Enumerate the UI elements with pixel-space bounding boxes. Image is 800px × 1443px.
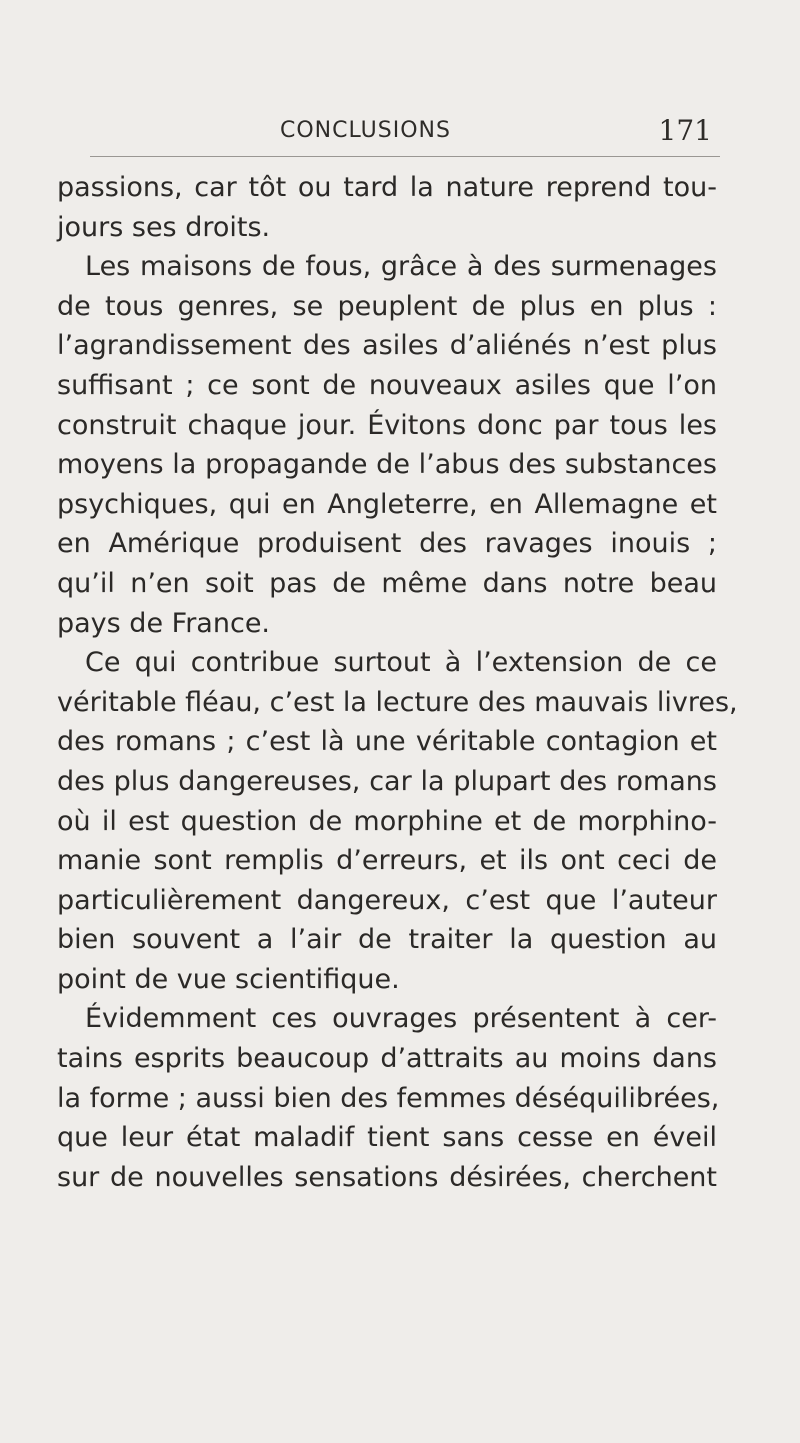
text-line: sur de nouvelles sensations désirées, cherchent	[57, 1161, 717, 1193]
text-line: la forme ; aussi bien des femmes déséquilibrées,	[57, 1082, 720, 1114]
text-line: des plus dangereuses, car la plupart des romans	[57, 765, 717, 797]
text-line: qu’il n’en soit pas de même dans notre beau	[57, 567, 717, 599]
text-line: Ce qui contribue surtout à l’extension de ce	[85, 647, 717, 679]
text-line: manie sont remplis d’erreurs, et ils ont ceci de	[57, 845, 717, 877]
page-number: 171	[658, 114, 712, 147]
page-header	[60, 114, 720, 158]
text-line: psychiques, qui en Angleterre, en Allemagne et	[57, 488, 717, 520]
body-text	[57, 168, 738, 1197]
text-line: Les maisons de fous, grâce à des surmenages	[85, 251, 717, 283]
text-line: particulièrement dangereux, c’est que l’auteur	[57, 884, 717, 916]
text-line: que leur état maladif tient sans cesse en éveil	[57, 1122, 717, 1154]
running-head: CONCLUSIONS	[280, 118, 451, 143]
text-line: pays de France.	[57, 607, 271, 639]
text-line: point de vue scientifique.	[57, 963, 400, 995]
text-line: bien souvent a l’air de traiter la question au	[57, 924, 717, 956]
text-line: de tous genres, se peuplent de plus en plus :	[57, 290, 717, 322]
text-line: tains esprits beaucoup d’attraits au moins dans	[57, 1043, 717, 1075]
header-rule	[90, 156, 720, 157]
text-line: suffisant ; ce sont de nouveaux asiles que l’on	[57, 369, 717, 401]
text-line: véritable fléau, c’est la lecture des mauvais livres,	[57, 686, 738, 718]
text-line: où il est question de morphine et de morphino-	[57, 805, 717, 837]
text-line: l’agrandissement des asiles d’aliénés n’est plus	[57, 330, 717, 362]
text-line: en Amérique produisent des ravages inouis ;	[57, 528, 717, 560]
text-line: des romans ; c’est là une véritable contagion et	[57, 726, 717, 758]
text-line: passions, car tôt ou tard la nature reprend tou-	[57, 172, 717, 203]
text-line: moyens la propagande de l’abus des substances	[57, 449, 717, 481]
text-line: jours ses droits.	[57, 211, 271, 243]
text-line: construit chaque jour. Évitons donc par tous les	[57, 409, 717, 441]
text-line: Évidemment ces ouvrages présentent à cer-	[85, 1003, 717, 1035]
